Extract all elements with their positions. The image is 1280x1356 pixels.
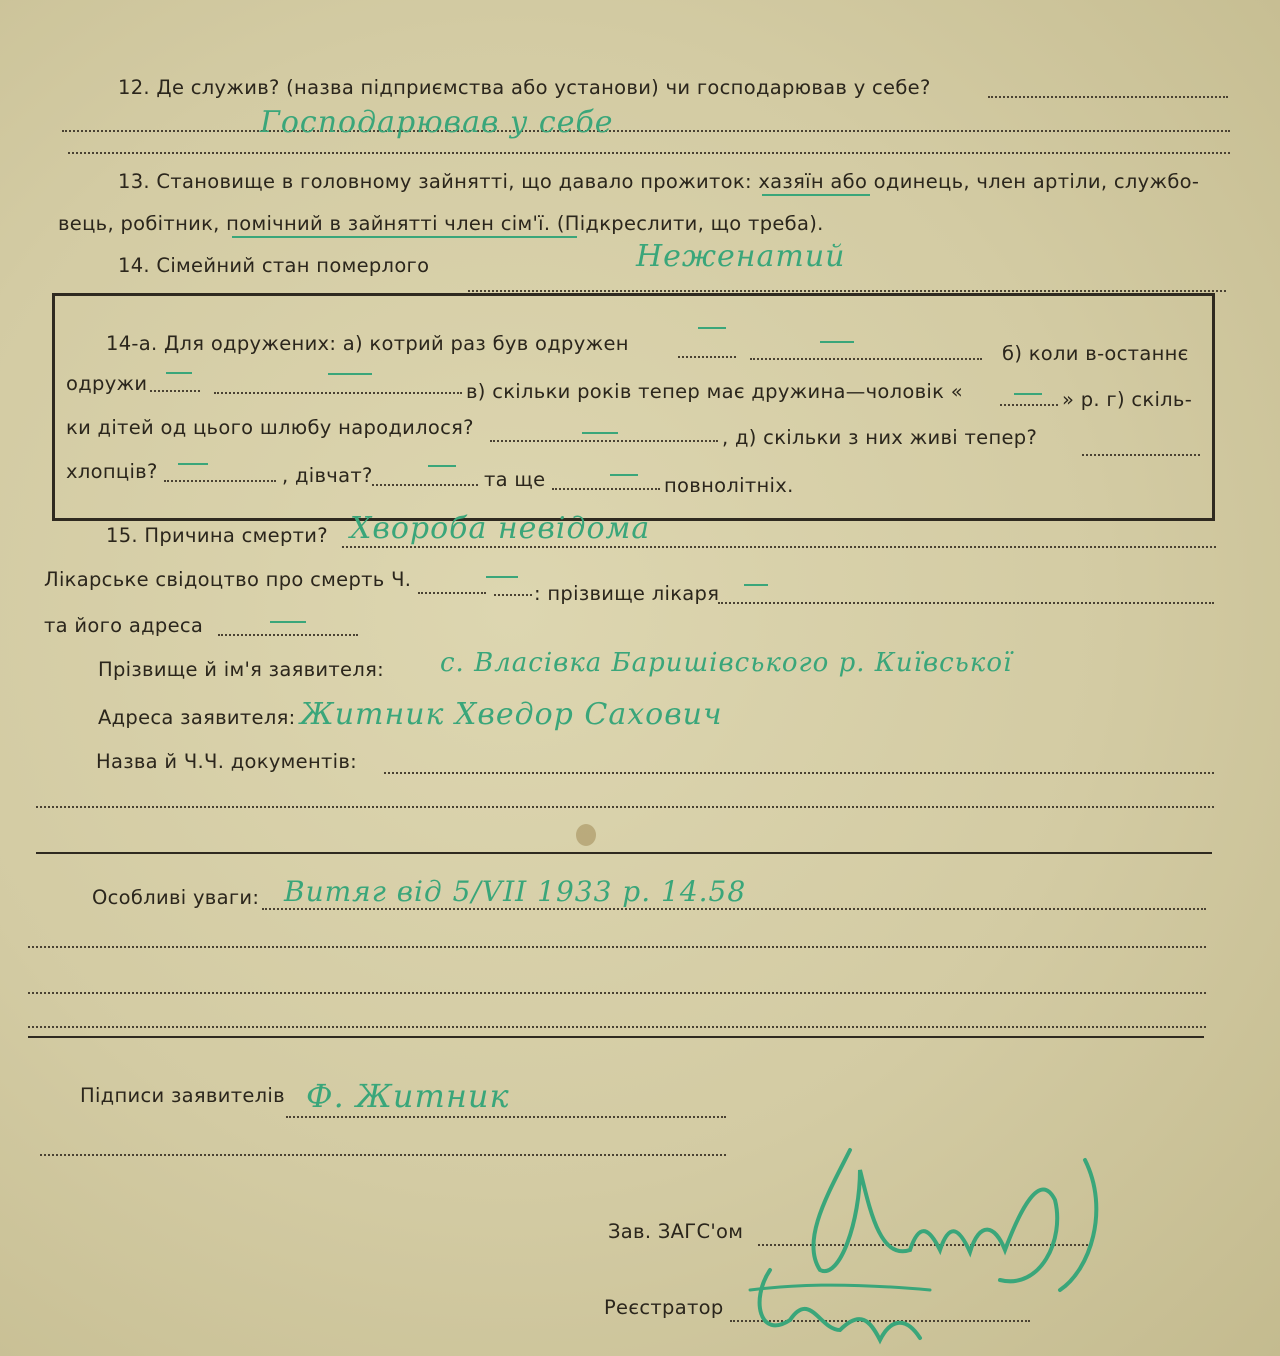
q14a-box	[52, 293, 1215, 521]
special-notes-label: Особливі уваги:	[92, 886, 260, 909]
notes-line-4	[28, 1026, 1206, 1028]
ink-stain	[576, 824, 596, 846]
q14a-line1: 14-а. Для одружених: а) котрий раз був одружен	[106, 332, 629, 355]
q14a-line1-b: б) коли в-останнє	[1002, 342, 1189, 365]
q12-answer[interactable]: Господарював у себе	[260, 105, 614, 140]
registrar-signature	[730, 1260, 950, 1356]
section-divider-2	[28, 1036, 1204, 1038]
answer-dash	[328, 373, 372, 375]
q13-line1: 13. Становище в головному зайнятті, що давало прожиток: хазяїн або одинець, член артіли, службо-	[118, 170, 1200, 193]
answer-dash	[582, 432, 618, 434]
answer-dash	[744, 584, 768, 586]
applicant-address-label: Адреса заявителя:	[98, 706, 296, 729]
zags-head-label: Зав. ЗАГС'ом	[608, 1220, 744, 1243]
notes-line-3	[28, 992, 1206, 994]
answer-dash	[698, 327, 726, 329]
documents-line	[384, 772, 1214, 774]
q14a-line4-a: хлопців?	[66, 460, 158, 483]
answer-dash	[270, 621, 306, 623]
q14-answer[interactable]: Неженатий	[636, 239, 846, 274]
q14a-dots-5	[1000, 404, 1058, 406]
applicant-signature-value[interactable]: Ф. Житник	[306, 1077, 510, 1115]
q14a-line2-b: в) скільки років тепер має дружина—чоловік «	[466, 380, 963, 403]
doctor-address-label: та його адреса	[44, 614, 204, 637]
applicant-name-value[interactable]: с. Власівка Баришівського р. Київської	[440, 648, 1013, 678]
q14a-dots-2	[750, 358, 982, 360]
q14a-line4-c: та ще	[484, 468, 546, 491]
q14a-line4-b: , дівчат?	[282, 464, 373, 487]
q15-label: 15. Причина смерти?	[106, 524, 328, 547]
q14-line	[468, 290, 1226, 292]
q14a-dots-1	[678, 356, 736, 358]
answer-dash	[820, 341, 854, 343]
q14a-line3: ки дітей од цього шлюбу народилося?	[66, 416, 474, 439]
q14a-dots-9	[372, 484, 478, 486]
special-notes-line	[262, 908, 1206, 910]
answer-dash	[166, 372, 192, 374]
q14a-dots-8	[164, 480, 276, 482]
special-notes-value[interactable]: Витяг від 5/VII 1933 р. 14.58	[284, 875, 747, 908]
med-cert-label: Лікарське свідоцтво про смерть Ч.	[44, 568, 412, 591]
q14a-dots-10	[552, 488, 660, 490]
q14a-line2: одружи	[66, 372, 148, 395]
applicant-name-label: Прізвище й ім'я заявителя:	[98, 658, 384, 681]
registrar-label: Реєстратор	[604, 1296, 724, 1319]
answer-dash	[610, 474, 638, 476]
q13-line2: вець, робітник, помічний в зайнятті член сім'ї. (Підкреслити, що треба).	[58, 212, 824, 235]
notes-line-2	[28, 946, 1206, 948]
q14a-dots-6	[490, 440, 718, 442]
answer-dash	[1014, 393, 1042, 395]
q12-label: 12. Де служив? (назва підприємства або установи) чи господарював у себе?	[118, 76, 931, 99]
q13-underline-khaziain	[762, 194, 870, 196]
documents-line-2	[36, 806, 1214, 808]
answer-dash	[428, 465, 456, 467]
q14a-line2-c: » р. г) скіль-	[1062, 388, 1193, 411]
q14a-line4-d: повнолітніх.	[664, 474, 794, 497]
q14a-dots-4	[214, 392, 462, 394]
answer-dash	[178, 463, 208, 465]
doctor-surname-line	[718, 602, 1214, 604]
documents-label: Назва й Ч.Ч. документів:	[96, 750, 358, 773]
med-cert-dots-1	[418, 592, 486, 594]
section-divider	[36, 852, 1212, 854]
q15-answer[interactable]: Хвороба невідома	[350, 511, 651, 546]
applicant-signatures-label: Підписи заявителів	[80, 1084, 285, 1107]
answer-dash	[486, 576, 518, 578]
applicant-address-value[interactable]: Житник Хведор Сахович	[300, 697, 723, 732]
q14a-line3-b: , д) скільки з них живі тепер?	[722, 426, 1038, 449]
q12-line	[988, 96, 1228, 98]
doctor-surname-label: : прізвище лікаря	[534, 582, 720, 605]
q12-line-2	[62, 130, 1230, 132]
q14-label: 14. Сімейний стан померлого	[118, 254, 430, 277]
q14a-dots-3	[150, 390, 200, 392]
applicant-signatures-line	[286, 1116, 726, 1118]
doctor-address-line	[218, 634, 358, 636]
q13-underline-pomichnyi	[232, 236, 577, 238]
q15-line	[342, 546, 1216, 548]
q14a-dots-7	[1082, 454, 1200, 456]
med-cert-dots-2	[494, 594, 532, 596]
q13-top-line	[68, 152, 1230, 154]
applicant-signatures-line-2	[40, 1154, 726, 1156]
